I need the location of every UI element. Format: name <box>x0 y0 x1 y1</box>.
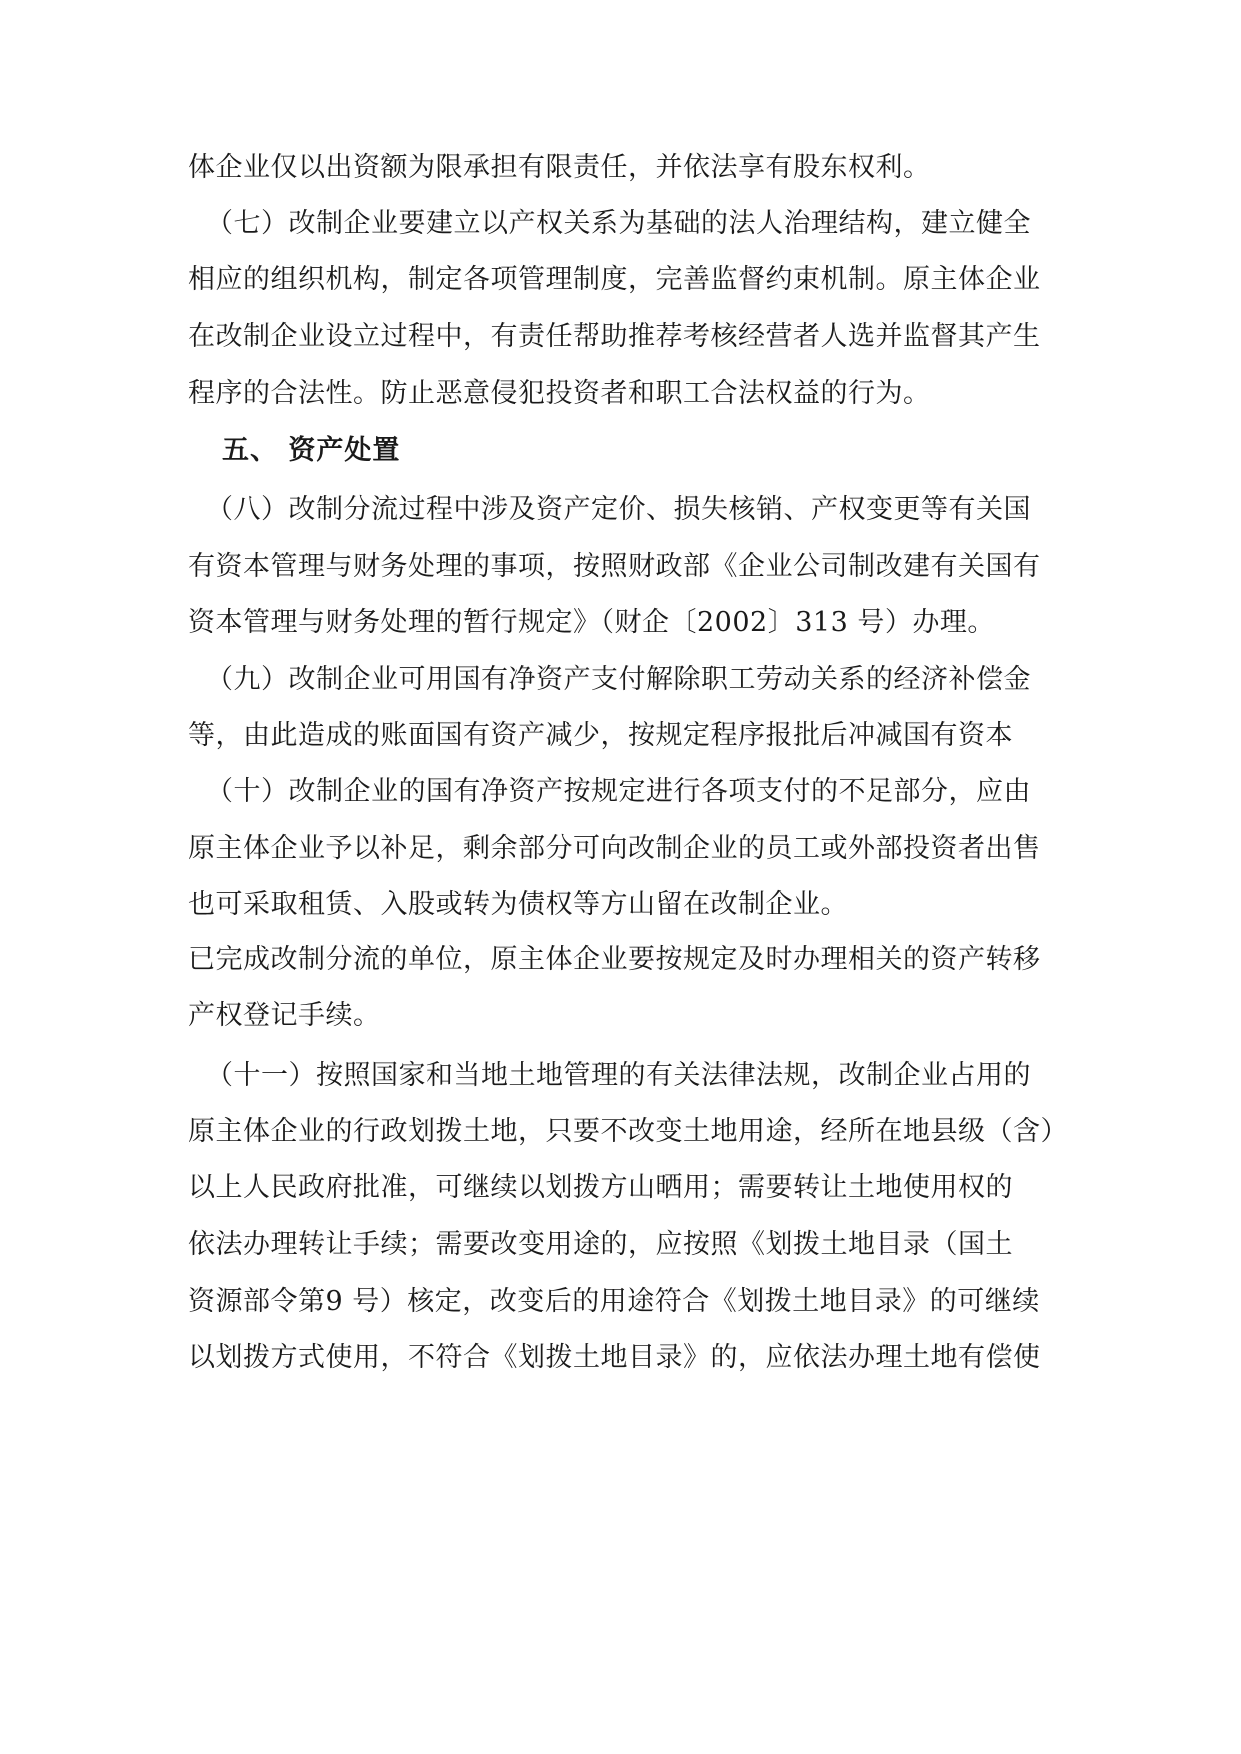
paragraph-8-line-1: （八）改制分流过程中涉及资产定价、损失核销、产权变更等有关国 <box>206 494 1031 525</box>
paragraph-11-line-6: 以划拨方式使用，不符合《划拨土地目录》的，应依法办理土地有偿使 <box>188 1342 1041 1373</box>
paragraph-9-line-1: （九）改制企业可用国有净资产支付解除职工劳动关系的经济补偿金 <box>206 664 1031 695</box>
paragraph-7-line-4: 程序的合法性。防止恶意侵犯投资者和职工合法权益的行为。 <box>188 378 931 409</box>
paragraph-11-line-5: 资源部令第9 号）核定，改变后的用途符合《划拨土地目录》的可继续 <box>188 1286 1040 1317</box>
paragraph-10-line-4: 已完成改制分流的单位，原主体企业要按规定及时办理相关的资产转移 <box>188 944 1041 975</box>
paragraph-11-line-4: 依法办理转让手续；需要改变用途的，应按照《划拨土地目录（国土 <box>188 1229 1013 1260</box>
paragraph-7-line-2: 相应的组织机构，制定各项管理制度，完善监督约束机制。原主体企业 <box>188 264 1041 295</box>
section-heading-asset-disposal: 五、 资产处置 <box>222 435 401 466</box>
paragraph-11-line-1: （十一）按照国家和当地土地管理的有关法律法规，改制企业占用的 <box>206 1060 1031 1091</box>
paragraph-8-line-3: 资本管理与财务处理的暂行规定》（财企〔2002〕313 号）办理。 <box>188 607 995 638</box>
paragraph-10-line-2: 原主体企业予以补足，剩余部分可向改制企业的员工或外部投资者出售 <box>188 833 1041 864</box>
paragraph-10-line-1: （十）改制企业的国有净资产按规定进行各项支付的不足部分，应由 <box>206 776 1031 807</box>
paragraph-7-line-1: （七）改制企业要建立以产权关系为基础的法人治理结构，建立健全 <box>206 208 1031 239</box>
paragraph-8-line-2: 有资本管理与财务处理的事项，按照财政部《企业公司制改建有关国有 <box>188 551 1041 582</box>
paragraph-10-line-3: 也可采取租赁、入股或转为债权等方山留在改制企业。 <box>188 889 848 920</box>
text-line-1: 体企业仅以出资额为限承担有限责任，并依法享有股东权利。 <box>188 152 931 183</box>
paragraph-7-line-3: 在改制企业设立过程中，有责任帮助推荐考核经营者人选并监督其产生 <box>188 321 1041 352</box>
paragraph-10-line-5: 产权登记手续。 <box>188 1000 381 1031</box>
paragraph-9-line-2: 等，由此造成的账面国有资产减少，按规定程序报批后冲减国有资本 <box>188 720 1013 751</box>
paragraph-11-line-3: 以上人民政府批准，可继续以划拨方山晒用；需要转让土地使用权的 <box>188 1172 1013 1203</box>
paragraph-11-line-2: 原主体企业的行政划拨土地，只要不改变土地用途，经所在地县级（含） <box>188 1116 1068 1147</box>
